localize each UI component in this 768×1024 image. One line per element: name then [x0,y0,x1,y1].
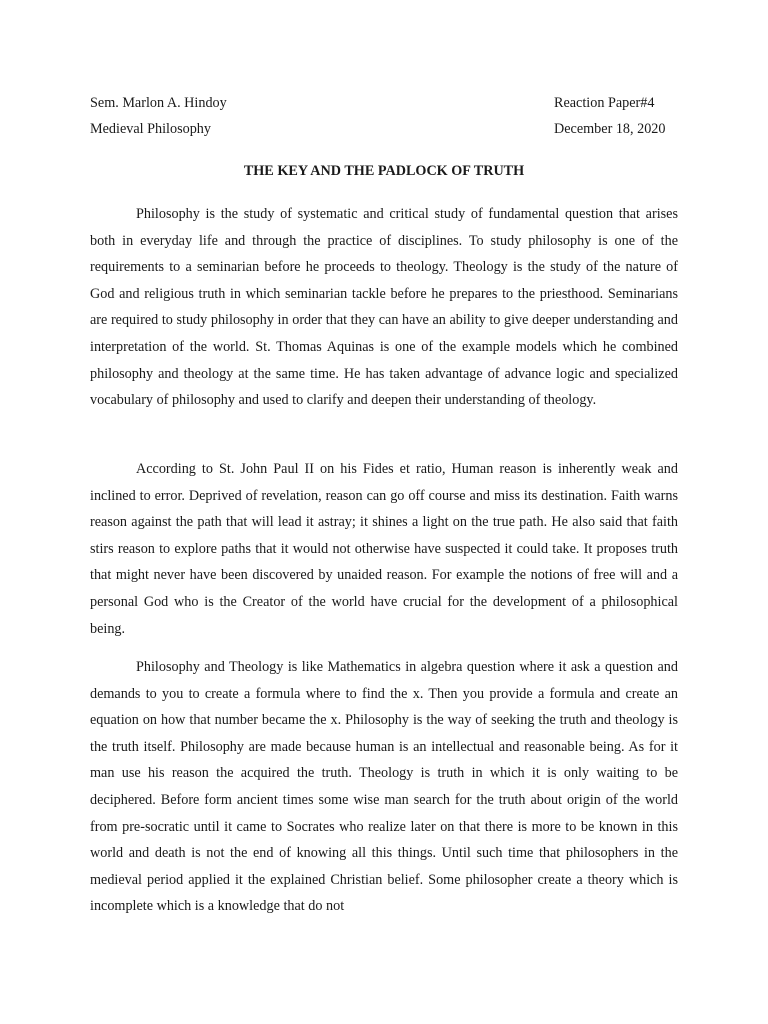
paragraph-2: According to St. John Paul II on his Fides et ratio, Human reason is inherently weak and inclined to error. Deprived of revelation, reason can go off course and miss its destination. Faith warns reason against the path that will lead it astray; it shines a light on the true path. He also said that faith stirs reason to explore paths that it would not otherwise have suspected it could take. It proposes truth that might never have been discovered by unaided reason. For example the notions of free will and a personal God who is the Creator of the world have crucial for the development of a philosophical being. [90,461,678,637]
course-name: Medieval Philosophy [90,121,211,137]
paper-date: December 18, 2020 [554,121,666,137]
paragraph-1: Philosophy is the study of systematic and critical study of fundamental question that arises both in everyday life and through the practice of disciplines. To study philosophy is one of the requirements to a seminarian before he proceeds to theology. Theology is the study of the nature of God and religious truth in which seminarian tackle before he prepares to the priesthood. Seminarians are required to study philosophy in order that they can have an ability to give deeper understanding and interpretation of the world. St. Thomas Aquinas is one of the example models which he combined philosophy and theology at the same time. He has taken advantage of advance logic and specialized vocabulary of philosophy and used to clarify and deepen their understanding of theology. [90,206,678,409]
document-title: THE KEY AND THE PADLOCK OF TRUTH [243,163,525,179]
author-name: Sem. Marlon A. Hindoy [90,95,227,111]
paper-label: Reaction Paper#4 [554,95,655,111]
header-row-1 [90,92,672,114]
header-row-2 [90,118,672,140]
paragraph-3: Philosophy and Theology is like Mathematics in algebra question where it ask a question and demands to you to create a formula where to find the x. Then you provide a formula and create an equation on how that number became the x. Philosophy is the way of seeking the truth and theology is the truth itself. Philosophy are made because human is an intellectual and reasonable being. As for it man use his reason the acquired the truth. Theology is truth in which it is only waiting to be deciphered. Before form ancient times some wise man search for the truth about origin of the world from pre-socratic until it came to Socrates who realize later on that there is more to be known in this world and death is not the end of knowing all this things. Until such time that philosophers in the medieval period applied it the explained Christian belief. Some philosopher create a theory which is incomplete which is a knowledge that do not [90,659,678,915]
